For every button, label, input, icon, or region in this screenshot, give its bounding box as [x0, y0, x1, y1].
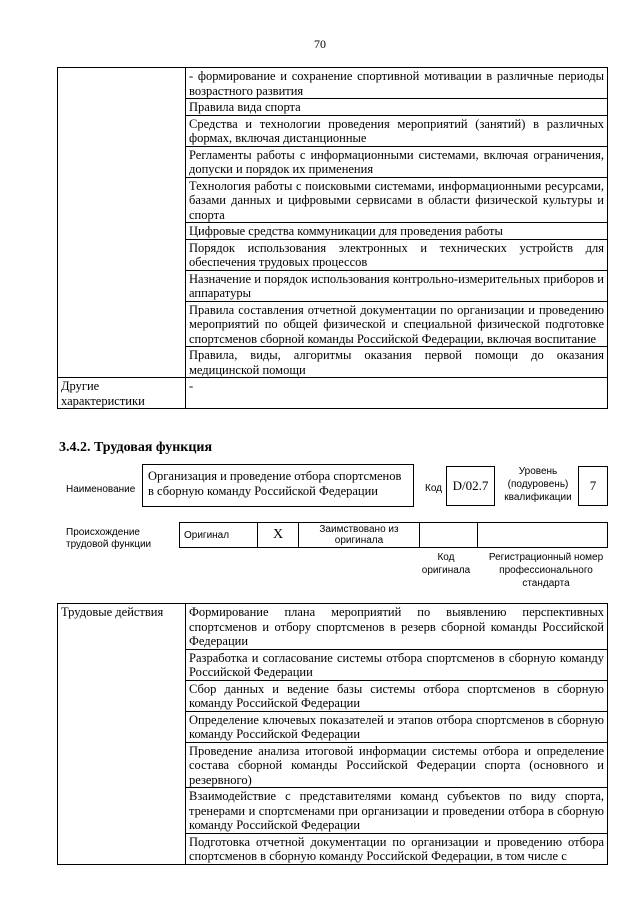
original-mark: X	[258, 523, 299, 548]
section-heading: 3.4.2. Трудовая функция	[59, 440, 213, 455]
function-name-box: Организация и проведение отбора спортсменов в сборную команду Российской Федерации	[142, 464, 414, 507]
labor-action-item: Подготовка отчетной документации по организации и проведению отбора спортсменов в сборную команду Российской Федерации, в том числе с	[186, 833, 608, 864]
requirement-item: Средства и технологии проведения мероприятий (занятий) в различных формах, включая дистанционные	[186, 115, 608, 146]
labor-action-item: Сбор данных и ведение базы системы отбора спортсменов в сборную команду Российской Федерации	[186, 680, 608, 711]
other-characteristics-value: -	[186, 378, 608, 409]
labor-action-item: Взаимодействие с представителями команд субъектов по виду спорта, тренерами и спортсменами при организации и проведении отбора в сборную команду Российской Федерации	[186, 788, 608, 834]
code-box: D/02.7	[446, 466, 495, 506]
other-characteristics-label: Другие характеристики	[58, 378, 186, 409]
page-number: 70	[314, 37, 326, 51]
table-row	[58, 604, 608, 650]
requirements-table	[57, 67, 608, 409]
level-box: 7	[578, 466, 608, 506]
original-label: Оригинал	[180, 523, 258, 548]
table-row	[58, 378, 608, 409]
origin-table	[179, 522, 608, 548]
requirement-item: Правила составления отчетной документации по организации и проведению мероприятий по общей физической и специальной физической подготовке спортсменов сборной команды Российской Федерации, включая воспитание	[186, 301, 608, 347]
code-label: Код	[425, 483, 443, 494]
labor-action-item: Разработка и согласование системы отбора спортсменов в сборную команду Российской Федерации	[186, 649, 608, 680]
labor-action-item: Определение ключевых показателей и этапов отбора спортсменов в сборную команду Российской Федерации	[186, 711, 608, 742]
requirement-item: - формирование и сохранение спортивной мотивации в различные периоды возрастного развития	[186, 68, 608, 99]
requirement-item: Порядок использования электронных и технических устройств для обеспечения трудовых процессов	[186, 239, 608, 270]
borrowed-label: Заимствовано из оригинала	[299, 523, 420, 548]
level-label: Уровень (подуровень) квалификации	[504, 466, 572, 503]
reg-number-cell	[478, 523, 608, 548]
origin-code-cell	[420, 523, 478, 548]
empty-label-cell	[58, 68, 186, 378]
reg-number-caption: Регистрационный номер профессионального стандарта	[488, 552, 604, 589]
requirement-item: Правила вида спорта	[186, 99, 608, 116]
table-row	[180, 523, 608, 548]
name-label: Наименование	[66, 484, 136, 495]
origin-label: Происхождение трудовой функции	[66, 527, 152, 550]
requirement-item: Цифровые средства коммуникации для проведения работы	[186, 223, 608, 240]
requirement-item: Регламенты работы с информационными системами, включая ограничения, допуски и порядок их применения	[186, 146, 608, 177]
requirement-item: Правила, виды, алгоритмы оказания первой помощи до оказания медицинской помощи	[186, 347, 608, 378]
labor-actions-label: Трудовые действия	[58, 604, 186, 865]
labor-action-item: Проведение анализа итоговой информации системы отбора и определение состава сборной команды Российской Федерации спорта (основного и резервного)	[186, 742, 608, 788]
table-row	[58, 68, 608, 99]
origin-code-caption: Код оригинала	[421, 552, 471, 576]
labor-action-item: Формирование плана мероприятий по выявлению перспективных спортсменов и отбору спортсменов в резерв сборной команды Российской Федерации	[186, 604, 608, 650]
requirement-item: Назначение и порядок использования контрольно-измерительных приборов и аппаратуры	[186, 270, 608, 301]
requirement-item: Технология работы с поисковыми системами, информационными ресурсами, базами данных и цифровыми сервисами в области физической культуры и спорта	[186, 177, 608, 223]
labor-actions-table	[57, 603, 608, 865]
